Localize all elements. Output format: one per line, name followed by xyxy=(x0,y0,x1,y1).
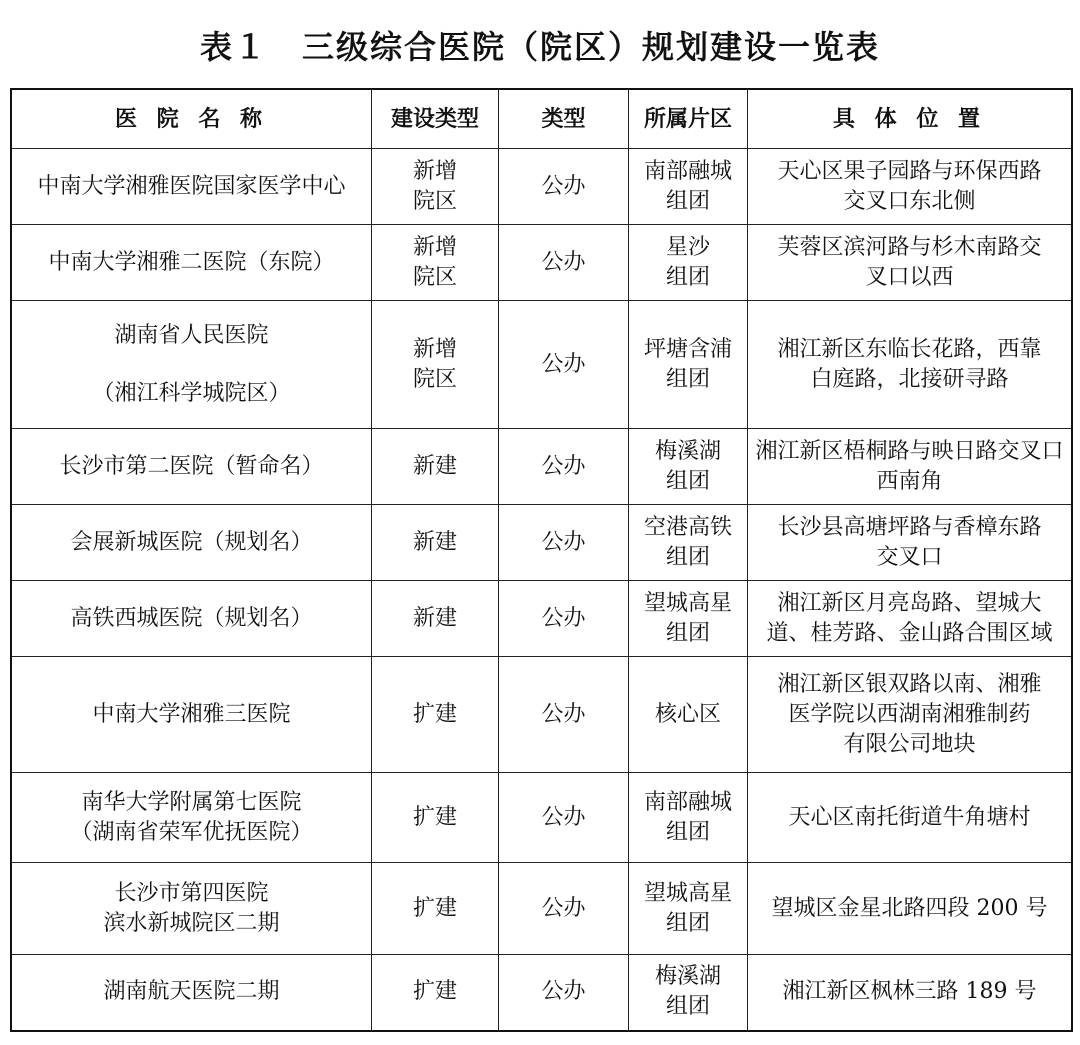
cell-type: 公办 xyxy=(499,225,629,301)
cell-type: 公办 xyxy=(499,581,629,657)
cell-build-type: 新增 院区 xyxy=(372,301,499,429)
cell-hospital-name: 中南大学湘雅医院国家医学中心 xyxy=(11,149,372,225)
cell-type: 公办 xyxy=(499,863,629,955)
table-row xyxy=(11,863,1072,955)
table-row xyxy=(11,149,1072,225)
table-row xyxy=(11,301,1072,429)
table-row xyxy=(11,581,1072,657)
header-area: 所属片区 xyxy=(629,89,748,149)
cell-build-type: 扩建 xyxy=(372,657,499,773)
header-location: 具 体 位 置 xyxy=(748,89,1073,149)
cell-build-type: 新增 院区 xyxy=(372,149,499,225)
header-hospital-name: 医 院 名 称 xyxy=(11,89,372,149)
cell-area: 核心区 xyxy=(629,657,748,773)
cell-area: 梅溪湖 组团 xyxy=(629,429,748,505)
cell-type: 公办 xyxy=(499,301,629,429)
cell-build-type: 新增 院区 xyxy=(372,225,499,301)
cell-area: 望城高星 组团 xyxy=(629,581,748,657)
header-build-type: 建设类型 xyxy=(372,89,499,149)
cell-location: 天心区果子园路与环保西路 交叉口东北侧 xyxy=(748,149,1073,225)
table-header-row xyxy=(11,89,1072,149)
table-row xyxy=(11,505,1072,581)
table-row xyxy=(11,955,1072,1031)
table-row xyxy=(11,429,1072,505)
cell-location: 湘江新区月亮岛路、望城大 道、桂芳路、金山路合围区域 xyxy=(748,581,1073,657)
cell-type: 公办 xyxy=(499,429,629,505)
cell-location: 芙蓉区滨河路与杉木南路交 叉口以西 xyxy=(748,225,1073,301)
cell-hospital-name: 中南大学湘雅三医院 xyxy=(11,657,372,773)
cell-hospital-name: 南华大学附属第七医院 （湖南省荣军优抚医院） xyxy=(11,773,372,863)
table-row xyxy=(11,657,1072,773)
cell-location: 长沙县高塘坪路与香樟东路 交叉口 xyxy=(748,505,1073,581)
cell-type: 公办 xyxy=(499,505,629,581)
cell-location: 湘江新区东临长花路，西靠 白庭路，北接研寻路 xyxy=(748,301,1073,429)
cell-location: 湘江新区银双路以南、湘雅 医学院以西湖南湘雅制药 有限公司地块 xyxy=(748,657,1073,773)
cell-hospital-name: 湖南省人民医院 （湘江科学城院区） xyxy=(11,301,372,429)
cell-area: 南部融城 组团 xyxy=(629,773,748,863)
cell-hospital-name: 湖南航天医院二期 xyxy=(11,955,372,1031)
hospital-planning-table xyxy=(10,88,1073,1032)
cell-type: 公办 xyxy=(499,773,629,863)
cell-build-type: 新建 xyxy=(372,581,499,657)
cell-location: 望城区金星北路四段 200 号 xyxy=(748,863,1073,955)
cell-area: 南部融城 组团 xyxy=(629,149,748,225)
cell-hospital-name: 长沙市第四医院 滨水新城院区二期 xyxy=(11,863,372,955)
cell-type: 公办 xyxy=(499,955,629,1031)
cell-type: 公办 xyxy=(499,657,629,773)
cell-hospital-name: 高铁西城医院（规划名） xyxy=(11,581,372,657)
cell-area: 望城高星 组团 xyxy=(629,863,748,955)
cell-area: 梅溪湖 组团 xyxy=(629,955,748,1031)
table-row xyxy=(11,773,1072,863)
table-title: 表１ 三级综合医院（院区）规划建设一览表 xyxy=(199,28,880,66)
table-row xyxy=(11,225,1072,301)
cell-hospital-name: 中南大学湘雅二医院（东院） xyxy=(11,225,372,301)
cell-build-type: 扩建 xyxy=(372,863,499,955)
cell-hospital-name: 长沙市第二医院（暂命名） xyxy=(11,429,372,505)
cell-location: 湘江新区梧桐路与映日路交叉口 西南角 xyxy=(748,429,1073,505)
cell-build-type: 新建 xyxy=(372,429,499,505)
cell-area: 空港高铁 组团 xyxy=(629,505,748,581)
cell-type: 公办 xyxy=(499,149,629,225)
cell-location: 湘江新区枫林三路 189 号 xyxy=(748,955,1073,1031)
cell-hospital-name: 会展新城医院（规划名） xyxy=(11,505,372,581)
cell-area: 坪塘含浦 组团 xyxy=(629,301,748,429)
cell-location: 天心区南托街道牛角塘村 xyxy=(748,773,1073,863)
cell-area: 星沙 组团 xyxy=(629,225,748,301)
cell-build-type: 扩建 xyxy=(372,955,499,1031)
header-type: 类型 xyxy=(499,89,629,149)
cell-build-type: 新建 xyxy=(372,505,499,581)
cell-build-type: 扩建 xyxy=(372,773,499,863)
